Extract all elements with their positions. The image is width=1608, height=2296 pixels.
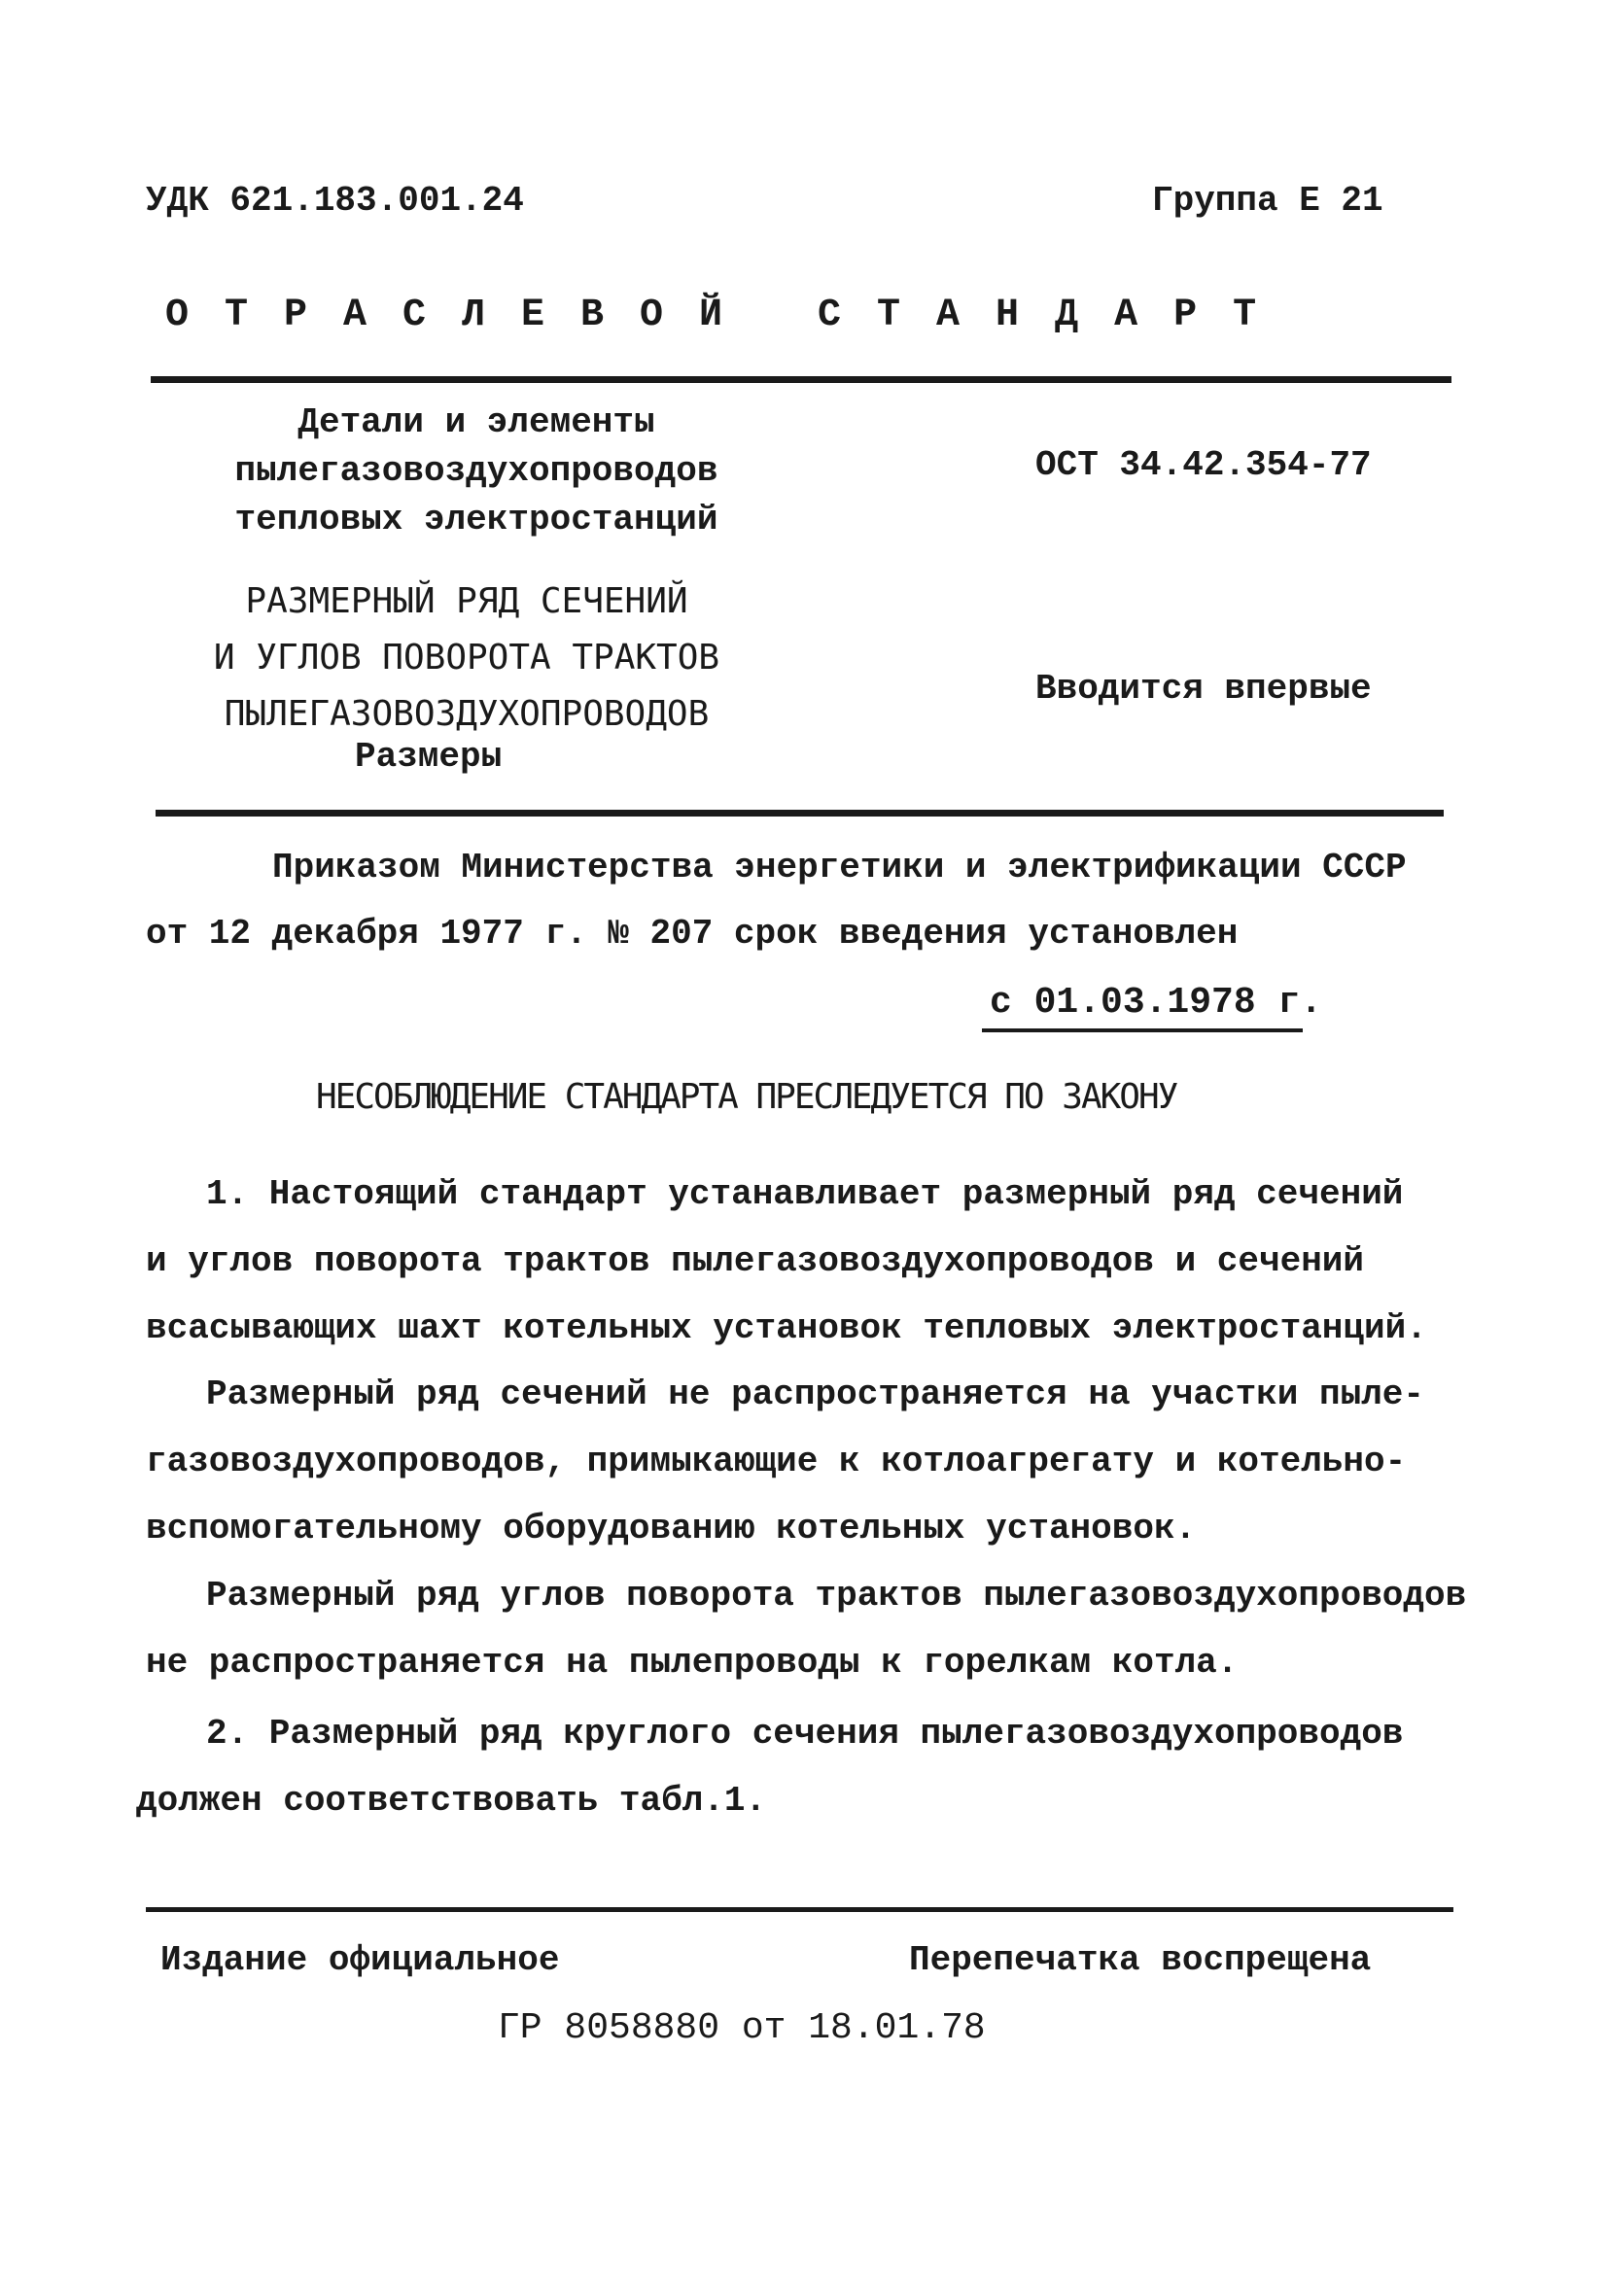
- paragraph-2-line: Размерный ряд сечений не распространяется на участки пыле-: [206, 1374, 1425, 1414]
- group-code: Группа Е 21: [1152, 181, 1383, 221]
- paragraph-4-line: 2. Размерный ряд круглого сечения пылегазовоздухопроводов: [206, 1714, 1404, 1754]
- paragraph-1-line: всасывающих шахт котельных установок тепловых электростанций.: [146, 1308, 1427, 1348]
- middle-rule: [156, 810, 1444, 817]
- subject-line: Детали и элементы: [297, 402, 655, 442]
- document-type-banner: ОТРАСЛЕВОЙ СТАНДАРТ: [165, 294, 1293, 337]
- registration-number: ГР 8058880 от 18.01.78: [498, 2007, 986, 2049]
- subject-line: пылегазовоздухопроводов: [234, 451, 718, 491]
- top-rule: [151, 376, 1451, 383]
- date-underline: [982, 1028, 1303, 1032]
- paragraph-4-line: должен соответствовать табл.1.: [136, 1781, 767, 1821]
- paragraph-3-line: не распространяется на пылепроводы к горелкам котла.: [146, 1643, 1239, 1683]
- order-line-1: Приказом Министерства энергетики и электрификации СССР: [272, 848, 1407, 887]
- paragraph-3-line: Размерный ряд углов поворота трактов пылегазовоздухопроводов: [206, 1576, 1467, 1616]
- order-line-2: от 12 декабря 1977 г. № 207 срок введения установлен: [146, 914, 1239, 954]
- effective-date: с 01.03.1978 г.: [990, 982, 1323, 1024]
- standard-designation: ОСТ 34.42.354-77: [1035, 445, 1372, 485]
- udc-code: УДК 621.183.001.24: [146, 181, 524, 221]
- title-line: ПЫЛЕГАЗОВОЗДУХОПРОВОДОВ: [224, 694, 710, 734]
- paragraph-2-line: газовоздухопроводов, примыкающие к котлоагрегату и котельно-: [146, 1442, 1407, 1481]
- subject-block: [224, 399, 729, 544]
- status-note: Вводится впервые: [1035, 669, 1372, 709]
- legal-warning: НЕСОБЛЮДЕНИЕ СТАНДАРТА ПРЕСЛЕДУЕТСЯ ПО ЗАКОНУ: [316, 1077, 1177, 1117]
- paragraph-1-line: 1. Настоящий стандарт устанавливает размерный ряд сечений: [206, 1174, 1404, 1214]
- paragraph-1-line: и углов поворота трактов пылегазовоздухопроводов и сечений: [146, 1241, 1365, 1281]
- title-block: [194, 574, 739, 743]
- subject-line: тепловых электростанций: [234, 500, 718, 539]
- subtitle: Размеры: [355, 737, 503, 777]
- paragraph-2-line: вспомогательному оборудованию котельных установок.: [146, 1509, 1197, 1548]
- reprint-notice: Перепечатка воспрещена: [909, 1940, 1372, 1980]
- official-edition: Издание официальное: [160, 1940, 560, 1980]
- title-line: РАЗМЕРНЫЙ РЯД СЕЧЕНИЙ: [245, 581, 688, 621]
- footer-rule: [146, 1907, 1453, 1912]
- title-line: И УГЛОВ ПОВОРОТА ТРАКТОВ: [213, 638, 720, 678]
